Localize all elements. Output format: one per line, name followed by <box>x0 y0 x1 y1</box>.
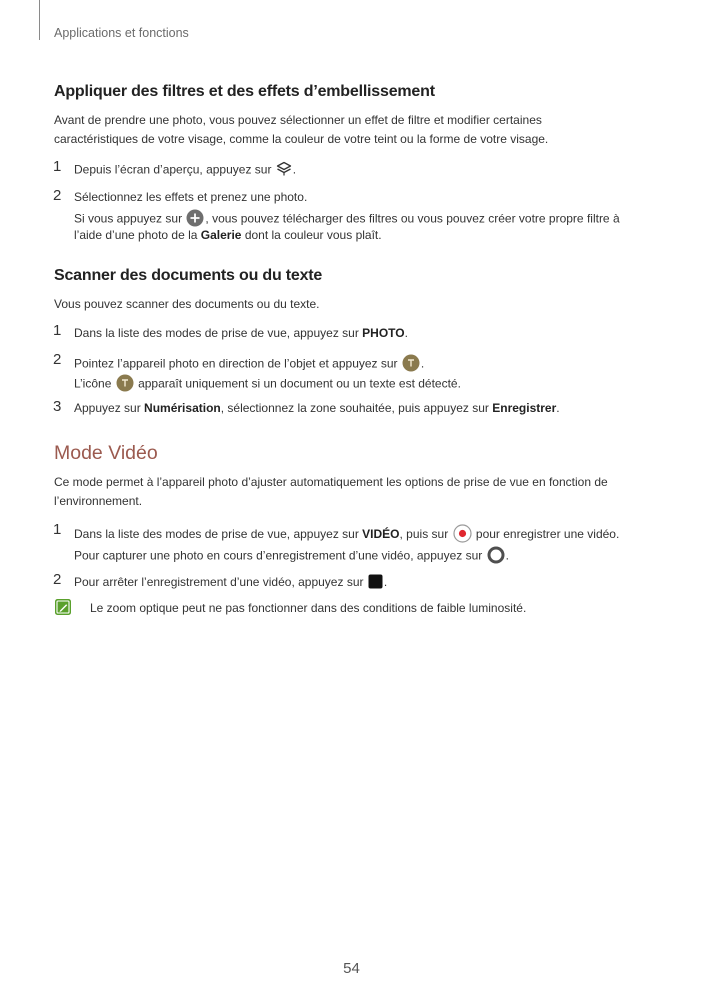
gallery-label: Galerie <box>200 228 242 242</box>
punctuation: . <box>292 162 297 177</box>
scan-label: Numérisation <box>144 401 221 415</box>
scan-step-1 <box>74 326 408 340</box>
step-text: l’aide d’une photo de la <box>74 228 198 242</box>
step-text: Dans la liste des modes de prise de vue, appuyez sur <box>74 527 359 542</box>
photo-label: PHOTO <box>362 326 405 340</box>
filters-intro <box>54 111 654 149</box>
margin-rule <box>39 0 40 40</box>
note-icon <box>54 598 72 616</box>
stop-icon <box>368 574 383 592</box>
filters-step-2-detail <box>74 209 620 230</box>
step-number: 1 <box>53 521 62 538</box>
video-step-1-detail <box>74 546 509 567</box>
section-header: Applications et fonctions <box>54 26 189 40</box>
video-step-2 <box>74 574 387 592</box>
step-text: , sélectionnez la zone souhaitée, puis appuyez sur <box>220 401 489 415</box>
page-number: 54 <box>343 960 360 977</box>
punctuation: . <box>505 548 509 563</box>
step-text: Dans la liste des modes de prise de vue, appuyez sur <box>74 326 359 340</box>
filters-heading: Appliquer des filtres et des effets d’embellissement <box>54 83 435 100</box>
step-text: Si vous appuyez sur <box>74 211 183 226</box>
step-number: 1 <box>53 158 62 175</box>
capture-icon <box>487 546 505 567</box>
scan-step-3 <box>74 401 560 415</box>
punctuation: . <box>383 575 388 590</box>
filters-step-2-detail-2 <box>74 228 382 242</box>
scan-heading: Scanner des documents ou du texte <box>54 267 323 284</box>
step-text: dont la couleur vous plaît. <box>244 228 382 242</box>
punctuation: . <box>404 326 408 340</box>
video-label: VIDÉO <box>362 527 400 542</box>
punctuation: . <box>556 401 560 415</box>
save-label: Enregistrer <box>492 401 557 415</box>
video-intro-line-1: Ce mode permet à l’appareil photo d’ajuster automatiquement les options de prise de vue en fonction de <box>54 475 608 489</box>
step-text: pour enregistrer une vidéo. <box>475 527 620 542</box>
add-filter-icon <box>186 209 204 230</box>
scan-step-2 <box>74 354 424 375</box>
scan-icon <box>402 354 420 375</box>
step-text: apparaît uniquement si un document ou un texte est détecté. <box>138 376 461 391</box>
scan-intro: Vous pouvez scanner des documents ou du texte. <box>54 297 320 311</box>
step-number: 3 <box>53 398 62 415</box>
step-text: Pour capturer une photo en cours d’enregistrement d’une vidéo, appuyez sur <box>74 548 483 563</box>
filters-step-2: Sélectionnez les effets et prenez une photo. <box>74 190 308 204</box>
scan-icon <box>116 374 134 395</box>
punctuation: . <box>420 356 425 371</box>
filters-step-1 <box>74 161 296 180</box>
step-number: 2 <box>53 571 62 588</box>
step-text: Appuyez sur <box>74 401 141 415</box>
video-heading: Mode Vidéo <box>54 442 158 464</box>
step-text: Pointez l’appareil photo en direction de l’objet et appuyez sur <box>74 356 398 371</box>
filters-intro-line-2: caractéristiques de votre visage, comme la couleur de votre teint ou la forme de votre visage. <box>54 132 549 146</box>
video-intro <box>54 473 654 511</box>
step-number: 2 <box>53 351 62 368</box>
record-icon <box>453 524 472 546</box>
step-text: Pour arrêter l’enregistrement d’une vidéo, appuyez sur <box>74 575 364 590</box>
filter-icon <box>276 161 292 180</box>
video-intro-line-2: l’environnement. <box>54 494 143 508</box>
scan-step-2-detail <box>74 374 461 395</box>
step-text: Depuis l’écran d’aperçu, appuyez sur <box>74 162 272 177</box>
step-text: , puis sur <box>399 527 449 542</box>
filters-intro-line-1: Avant de prendre une photo, vous pouvez sélectionner un effet de filtre et modifier certaines <box>54 113 542 127</box>
step-number: 1 <box>53 322 62 339</box>
note-text: Le zoom optique peut ne pas fonctionner dans des conditions de faible luminosité. <box>90 601 527 615</box>
step-text: L’icône <box>74 376 112 391</box>
step-text: , vous pouvez télécharger des filtres ou vous pouvez créer votre propre filtre à <box>205 211 620 226</box>
video-step-1 <box>74 524 619 546</box>
step-number: 2 <box>53 187 62 204</box>
